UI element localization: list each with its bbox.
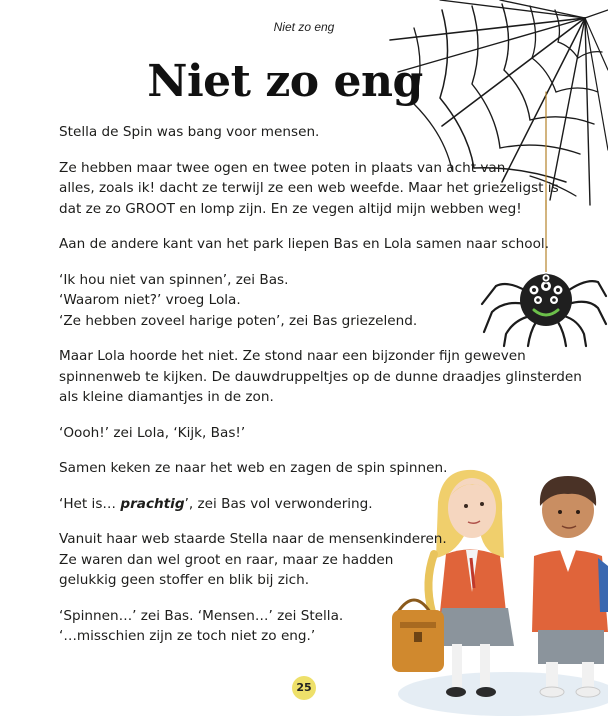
text-line: ‘Oooh!’ zei Lola, ‘Kijk, Bas!’ — [59, 424, 246, 441]
text-line: ‘Ze hebben zoveel harige poten’, zei Bas griezelend. — [59, 312, 418, 329]
paragraph-5 — [59, 346, 582, 408]
text-line: alles, zoals ik! dacht ze terwijl ze een web weefde. Maar het griezeligst is — [59, 180, 559, 196]
text-line: Ze hebben maar twee ogen en twee poten in plaats van acht van — [59, 159, 506, 176]
text-segment: ‘Het is… — [59, 495, 121, 512]
paragraph-7 — [59, 458, 539, 479]
text-line: ‘Waarom niet?’ vroeg Lola. — [59, 292, 241, 308]
text-line: dat ze zo GROOT en lomp zijn. En ze vegen altijd mijn webben weg! — [59, 200, 522, 217]
text-line — [59, 494, 539, 515]
emphasis-word: prachtig — [120, 495, 185, 512]
paragraph-6 — [59, 423, 539, 444]
text-line: Maar Lola hoorde het niet. Ze stond naar een bijzonder fijn geweven — [59, 348, 526, 364]
text-line: Stella de Spin was bang voor mensen. — [59, 124, 320, 140]
paragraph-4 — [59, 270, 539, 332]
text-line: Vanuit haar web staarde Stella naar de mensenkinderen. — [59, 531, 447, 547]
text-line: spinnenweb te kijken. De dauwdruppeltjes op de dunne draadjes glinsterden — [59, 368, 582, 385]
text-line: ‘Spinnen…’ zei Bas. ‘Mensen…’ zei Stella. — [59, 607, 344, 624]
text-line: Samen keken ze naar het web en zagen de spin spinnen. — [59, 460, 448, 476]
paragraph-8 — [59, 494, 539, 515]
text-line: gelukkig geen stoffer en blik bij zich. — [59, 572, 310, 588]
text-line: ‘Ik hou niet van spinnen’, zei Bas. — [59, 271, 289, 288]
paragraph-10 — [59, 606, 539, 647]
running-head: Niet zo eng — [273, 20, 335, 34]
page-title: Niet zo eng — [147, 56, 423, 107]
story-text — [59, 122, 582, 662]
paragraph-3 — [59, 234, 550, 255]
page-number-badge: 25 — [292, 676, 316, 700]
paragraph-1 — [59, 122, 539, 143]
text-segment: ’, zei Bas vol verwondering. — [184, 495, 373, 512]
text-line: ‘…misschien zijn ze toch niet zo eng.’ — [59, 628, 316, 644]
paragraph-2 — [59, 158, 559, 220]
paragraph-9 — [59, 529, 539, 591]
text-line: Aan de andere kant van het park liepen Bas en Lola samen naar school. — [59, 236, 550, 252]
text-line: als kleine diamantjes in de zon. — [59, 389, 274, 405]
text-line: Ze waren dan wel groot en raar, maar ze hadden — [59, 551, 394, 568]
